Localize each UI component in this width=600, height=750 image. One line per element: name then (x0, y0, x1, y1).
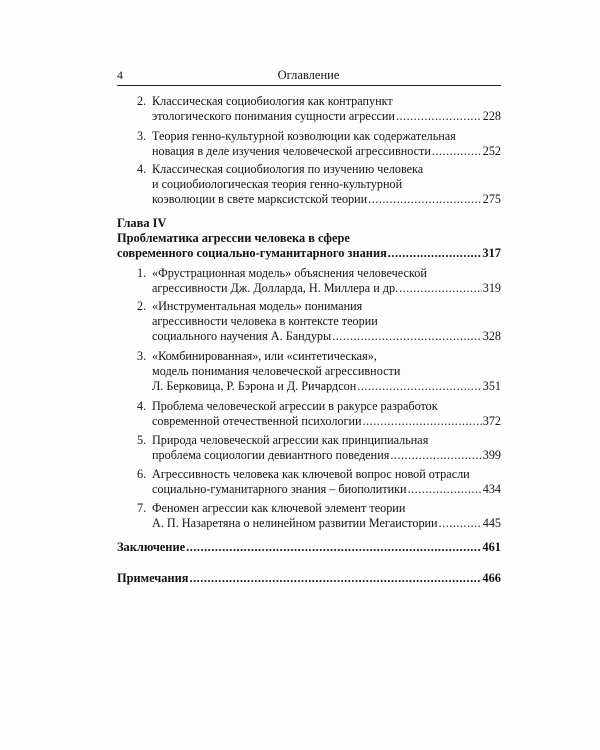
leader-dots (368, 192, 482, 207)
entry-text: новация в деле изучения человеческой агрессивности (152, 144, 431, 158)
chapter-title: Проблематика агрессии человека в сфере (117, 231, 350, 245)
entry-text: Проблема человеческой агрессии в ракурсе разработок (152, 399, 438, 413)
leader-dots (396, 109, 482, 124)
entry-text: «Инструментальная модель» понимания (152, 299, 363, 313)
leader-dots (439, 516, 482, 531)
header-rule (117, 85, 501, 86)
entry-text: Л. Берковица, Р. Бэрона и Д. Ричардсон (152, 379, 357, 393)
entry-text: социально-гуманитарного знания – биополитики (152, 482, 407, 496)
entry-page: 228 (482, 109, 501, 123)
leader-dots (432, 144, 482, 159)
leader-dots (332, 329, 482, 344)
entry-page: 399 (482, 448, 501, 462)
entry-text: современной отечественной психологии (152, 414, 362, 428)
entry-page: 445 (482, 516, 501, 530)
entry-text: Классическая социобиология как контрапункт (152, 94, 393, 108)
entry-text: агрессивности человека в контексте теории (152, 314, 378, 328)
entry-number: 7. (137, 501, 147, 515)
entry-text: модель понимания человеческой агрессивности (152, 364, 401, 378)
chapter-heading[interactable] (117, 216, 501, 261)
entry-text: Природа человеческой агрессии как принципиальная (152, 433, 429, 447)
conclusion-entry[interactable] (117, 540, 501, 555)
entry-text: Классическая социобиология по изучению человека (152, 162, 424, 176)
entry-page: 252 (482, 144, 501, 158)
entry-number: 5. (137, 433, 147, 447)
entry-text: агрессивности Дж. Долларда, Н. Миллера и др. (152, 281, 399, 295)
leader-dots (399, 281, 482, 296)
leader-dots (408, 482, 482, 497)
entry-number: 4. (137, 162, 147, 176)
entry-text: Теория генно-культурной коэволюции как содержательная (152, 129, 456, 143)
entry-page: 328 (482, 329, 501, 343)
entry-page: 434 (482, 482, 501, 496)
notes-page: 466 (482, 571, 501, 585)
entry-text: «Комбинированная», или «синтетическая», (152, 349, 377, 363)
entry-text: проблема социологии девиантного поведения (152, 448, 390, 462)
entry-page: 319 (482, 281, 501, 295)
leader-dots (390, 448, 481, 463)
conclusion-title: Заключение (117, 540, 186, 554)
conclusion-page: 461 (482, 540, 501, 554)
entry-page: 351 (482, 379, 501, 393)
entry-text: Агрессивность человека как ключевой вопрос новой отрасли (152, 467, 470, 481)
entry-number: 3. (137, 129, 147, 143)
entry-text: Феномен агрессии как ключевой элемент теории (152, 501, 406, 515)
notes-entry[interactable] (117, 571, 501, 586)
chapter-title: современного социально-гуманитарного знания (117, 246, 387, 260)
entry-text: «Фрустрационная модель» объяснения человеческой (152, 266, 427, 280)
entry-number: 2. (137, 299, 147, 313)
chapter-label: Глава IV (117, 216, 167, 230)
leader-dots (388, 246, 482, 261)
entry-text: и социобиологическая теория генно-культурной (152, 177, 403, 191)
leader-dots (363, 414, 482, 429)
entry-number: 4. (137, 399, 147, 413)
running-title: Оглавление (277, 68, 340, 82)
notes-title: Примечания (117, 571, 189, 585)
page-number: 4 (117, 68, 123, 82)
leader-dots (186, 540, 481, 555)
entry-page: 275 (482, 192, 501, 206)
entry-text: коэволюции в свете марксистской теории (152, 192, 368, 206)
entry-page: 372 (482, 414, 501, 428)
entry-number: 1. (137, 266, 147, 280)
chapter-page: 317 (482, 246, 501, 260)
entry-number: 2. (137, 94, 147, 108)
running-head (117, 68, 500, 85)
entry-number: 3. (137, 349, 147, 363)
entry-number: 6. (137, 467, 147, 481)
leader-dots (357, 379, 481, 394)
entry-text: социального научения А. Бандуры (152, 329, 332, 343)
leader-dots (189, 571, 481, 586)
entry-text: этологического понимания сущности агрессии (152, 109, 395, 123)
entry-text: А. П. Назаретяна о нелинейном развитии Мегаистории (152, 516, 438, 530)
